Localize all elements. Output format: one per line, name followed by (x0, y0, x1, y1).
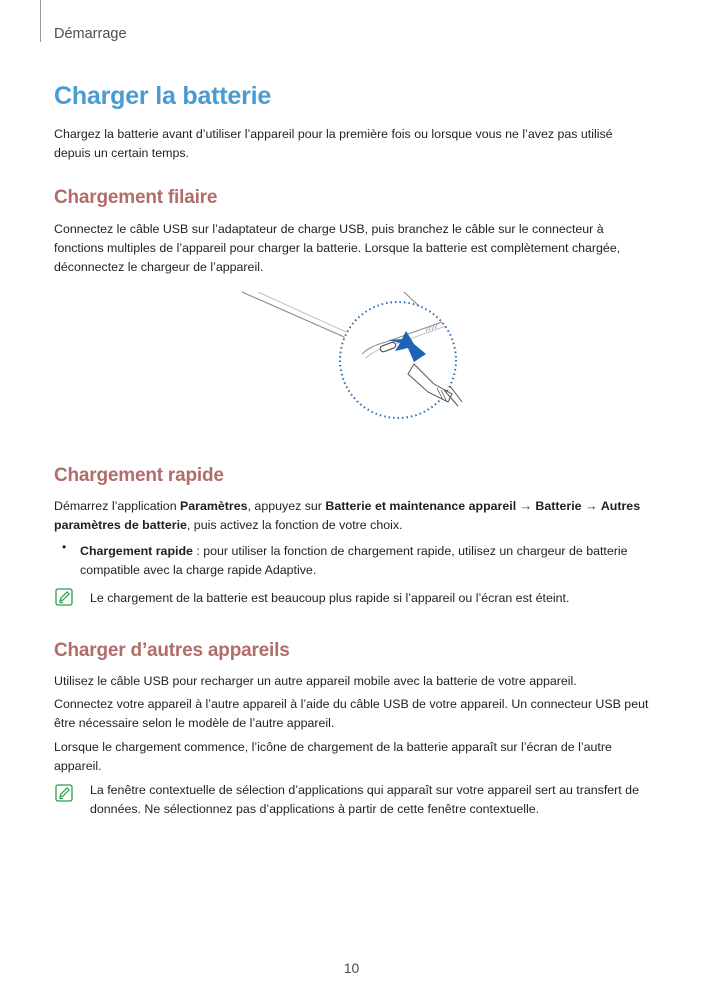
note-icon (55, 588, 73, 606)
fast-paragraph: Démarrez l’application Paramètres, appuyez sur Batterie et maintenance appareil → Batterie → Autres paramètres de batterie, puis activez la fonction de votre choix. (54, 499, 641, 532)
other-paragraph-1: Utilisez le câble USB pour recharger un autre appareil mobile avec la batterie de votre appareil. (54, 674, 577, 688)
other-note: La fenêtre contextuelle de sélection d’applications qui apparaît sur votre appareil sert au transfert de données. Ne sélectionnez pas d’applications à partir de cette fenêtre contextuelle. (90, 783, 639, 816)
zoom-circle (340, 302, 456, 418)
page-number: 10 (343, 960, 360, 976)
note-icon (55, 784, 73, 802)
other-paragraph-3: Lorsque le chargement commence, l’icône de chargement de la batterie apparaît sur l’écran de l’autre appareil. (54, 740, 612, 773)
section-heading-other: Charger d’autres appareils (54, 640, 290, 661)
intro-paragraph: Chargez la batterie avant d’utiliser l’appareil pour la première fois ou lorsque vous ne l’avez pas utilisé depuis un certain temps. (54, 127, 613, 160)
header-rule (40, 0, 41, 42)
page-title: Charger la batterie (54, 82, 272, 110)
fast-note: Le chargement de la batterie est beaucoup plus rapide si l’appareil ou l’écran est éteint. (90, 591, 570, 605)
device-edge-outer (242, 292, 356, 350)
wired-paragraph: Connectez le câble USB sur l’adaptateur de charge USB, puis branchez le câble sur le connecteur à fonctions multiples de l’appareil pour charger la batterie. Lorsque la batterie est complètement chargée, déconnectez le chargeur de l’appareil. (54, 222, 621, 274)
bullet-marker: • (62, 540, 67, 554)
fast-bullet: Chargement rapide : pour utiliser la fonction de chargement rapide, utilisez un chargeur de batterie compatible avec la charge rapide Adaptive. (80, 544, 628, 577)
chapter-label: Démarrage (54, 26, 127, 42)
section-heading-wired: Chargement filaire (54, 187, 218, 208)
section-heading-fast: Chargement rapide (54, 465, 224, 486)
other-paragraph-2: Connectez votre appareil à l’autre appareil à l’aide du câble USB de votre appareil. Un connecteur USB peut être nécessaire selon le modèle de l’autre appareil. (54, 697, 649, 730)
usb-charging-illustration (238, 288, 464, 430)
